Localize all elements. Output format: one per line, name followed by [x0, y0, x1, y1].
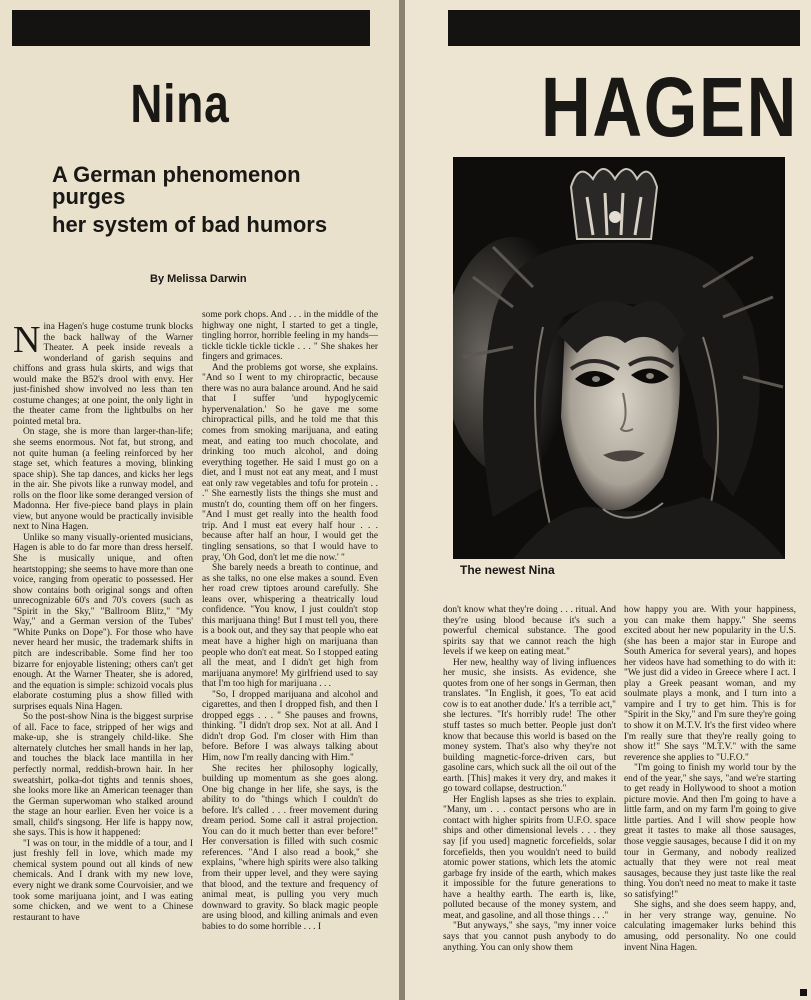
paragraph: some pork chops. And . . . in the middle of the highway one night, I started to get a tingle, tingling horror, horrible feeling in my hands—tickle tickle tickle tickle . . . " She shakes her fingers and grimaces. — [202, 310, 378, 363]
paragraph: And the problems got worse, she explains. "And so I went to my chiropractic, because there was no aura balance around. And he said that I suffer 'und hypoglycemic hypervenalation.' So he gave me some chiropractical pills, and he told me that this comes from smoking marijuana, and eating meat, and eating too much chocolate, and drinking too much alcohol, and doing everything together. He said I must go on a diet, and I must not eat any meat, and I must eat only raw vegetables and tofu for protein . . ." She earnestly lists the things she must and mustn't do, counting them off on her fingers. "And I must get really into the health food trip. And I must eat every half hour . . . because after half an hour, I would get the tingling sensations, so that I would have to pray, 'Oh God, don't let me die now.' " — [202, 362, 378, 563]
paragraph: "I was on tour, in the middle of a tour, and I just freshly fell in love, which made my chemical system pound out all kinds of new chemicals. And I drank with my new love, every night we drank some Courvoisier, and we took some marijuana joint, and I was eating some chicken, and we went to a Chinese restaurant to have — [13, 838, 193, 923]
paragraph: On stage, she is more than larger-than-life; she seems enormous. Not fat, but strong, and not quite human (a feeling reinforced by her stage set, which features a moving, blinking space ship). She tap dances, and kicks her legs in the air. She pivots like a runway model, and rolls on the floor like some deranged version of Madonna. Her five-piece band plays in plain view, but anyone would be practically invisible next to Nina Hagen. — [13, 427, 193, 533]
headline-nina: Nina — [130, 74, 230, 134]
paragraph: She recites her philosophy logically, building up momentum as she goes along. One big change in her life, she says, is the ability to do "things which I couldn't do before. It's called . . . freer movement during dream period. Some call it astral projection. You can do it much better than ever before!" Her conversation is filled with such cosmic references. "And I also read a book," she explains, "where high spirits were also talking from their upper level, and they were saying that blood, and the texture and frequency of animal meat, is pulling you very much downward to gravity. So black magic people are using blood, and killing animals and even babies to do some horrible . . . I — [202, 763, 378, 932]
paragraph: "I'm going to finish my world tour by the end of the year," she says, "and we're starting to get ready in Hollywood to shoot a motion picture movie. And then I'm going to have a little farm, and on my farm I'm going to give little parties. And I will show people how great it tastes to make all those sausages, those veggie sausages, because I did it on my tour in Germany, and nobody realized actually that they were not real meat sausages, because they just taste like the real thing. You don't need no meat to make it taste so satisfying!" — [624, 763, 796, 900]
deck-line-2: her system of bad humors — [52, 212, 328, 237]
article-column-2 — [202, 310, 378, 998]
article-column-3 — [443, 605, 616, 998]
paragraph: Nina Hagen's huge costume trunk blocks the back hallway of the Warner Theater. A peek inside reveals a wonderland of garish sequins and chiffons and grass hula skirts, and wigs that would make the B52's drool with envy. Her just-finished show involved no less than ten costume changes; at one point, the only light in the theater came from the lightbulbs on her pointed metal bra. — [13, 322, 193, 427]
end-mark — [800, 989, 807, 996]
paragraph: She barely needs a breath to continue, and as she talks, no one else makes a sound. Even her road crew tiptoes around carefully. She leans over, whispering a theatrically loud confidence. "You know, I just couldn't stop this marijuana thing! But I must tell you, there is a book out, and they say that people who eat meat have a higher high on marijuana than people who don't eat meat. So I stopped eating all the meat, and I didn't get high from marijuana anymore! My girlfriend used to say that I'm too high for marijuana . . . — [202, 563, 378, 690]
paragraph: don't know what they're doing . . . ritual. And they're using blood because it's such a powerful chemical substance. The good spirits say that we cannot reach the high levels if we keep on eating meat." — [443, 605, 616, 658]
paragraph: So the post-show Nina is the biggest surprise of all. Face to face, stripped of her wigs and make-up, she is strangely child-like. She alternately clutches her small hands in her lap, and touches the black lace mantilla in her perfectly normal, reddish-brown hair. In her sweatshirt, polka-dot tights and tennis shoes, she looks more like an American teenager than the German superwoman who stalked around the stage an hour earlier. Even her voice is a small, child's singsong. Her life is happy now, she says. This is how it happened: — [13, 712, 193, 839]
portrait-illustration — [453, 157, 785, 559]
drop-cap: N — [13, 322, 41, 361]
crown-icon — [571, 169, 657, 239]
paragraph: Her English lapses as she tries to explain. "Many, um . . . contact persons who are in contact with higher spirits from U.F.O. space ships and other dimensional levels . . . they say [if you used] magnetic forcefields, solar forcefields, then you wouldn't need to build atomic power stations, which lets the atomic garbage fry inside of the earth, which makes it impossible for the future generations to have a healthy earth. The earth is, like, polluted because of the money system, and meat, and gasoline, and all those things . . ." — [443, 794, 616, 921]
paragraph: "But anyways," she says, "my inner voice says that you cannot push anybody to do anything. You can only show them — [443, 921, 616, 953]
paragraph: Her new, healthy way of living influences her music, she insists. As evidence, she quotes from one of her songs in German, then translates. "In English, it goes, 'To eat acid cow is to eat another dude.' It's a terrible act," she lectures. "It's horribly rude! The other stuff tastes so much better. People just don't know that because this world is based on the money system. That's also why they're not building magnetic-force-driven cars, but gasoline cars, which suck all the oil out of the earth. [This] makes it very dry, and makes it go toward collapse, destruction." — [443, 657, 616, 795]
portrait-photo — [453, 157, 785, 559]
photo-caption: The newest Nina — [460, 563, 555, 577]
header-rule — [448, 10, 800, 46]
headline-hagen: HAGEN — [541, 60, 798, 154]
deck-line-1: A German phenomenon purges — [52, 162, 301, 209]
article-column-4 — [624, 605, 796, 998]
header-rule — [12, 10, 370, 46]
paragraph: Unlike so many visually-oriented musicians, Hagen is able to do far more than dress herself. She is musically unique, and often heartstopping; she seems to have more than one voice, ranging from operatic to possessed. Her show contains both original songs and often unrecognizable 60's and 70's covers (such as "Spirit in the Sky," "Ballroom Blitz," "My Way," and a German version of the Tubes' "White Punks on Dope"). For those who have never heard her music, the trademark shifts in pitch are indescribable. Some find her too bizarre for enjoyable listening; others can't get enough. At the Warner Theater, she is adored, and the equation is simple: schizoid vocals plus elaborate costuming plus a show filled with surprises equals Nina Hagen. — [13, 532, 193, 712]
article-column-1 — [13, 322, 193, 998]
byline: By Melissa Darwin — [150, 273, 247, 285]
paragraph: "So, I dropped marijuana and alcohol and cigarettes, and then I dropped fish, and then I dropped eggs . . . " She pauses and frowns, thinking. "I didn't drop sex. Not at all. And I didn't drop God. I'm closer with Him than before. Before I was always talking about Him, now I'm really dancing with Him." — [202, 689, 378, 763]
paragraph: She sighs, and she does seem happy, and, in her very strange way, genuine. No calculating imagemaker lurks behind this amusing, odd personality. No one could invent Nina Hagen. — [624, 900, 796, 953]
paragraph: how happy you are. With your happiness, you can make them happy." She seems excited about her new popularity in the U.S. (she has been a major star in Europe and South America for several years), and hopes her videos have had something to do with it: "We just did a video in Greece where I act. I play a Greek peasant woman, and my soulmate plays a monk, and I turn into a vampire and I try to get him. This is for "Spirit in the Sky," and I'm sure they're going to show it on M.T.V. It's the first video where I'm really sure that they're really going to show it!" She says "M.T.V." with the same reverence she applies to "U.F.O." — [624, 605, 796, 763]
left-page — [0, 0, 399, 1000]
